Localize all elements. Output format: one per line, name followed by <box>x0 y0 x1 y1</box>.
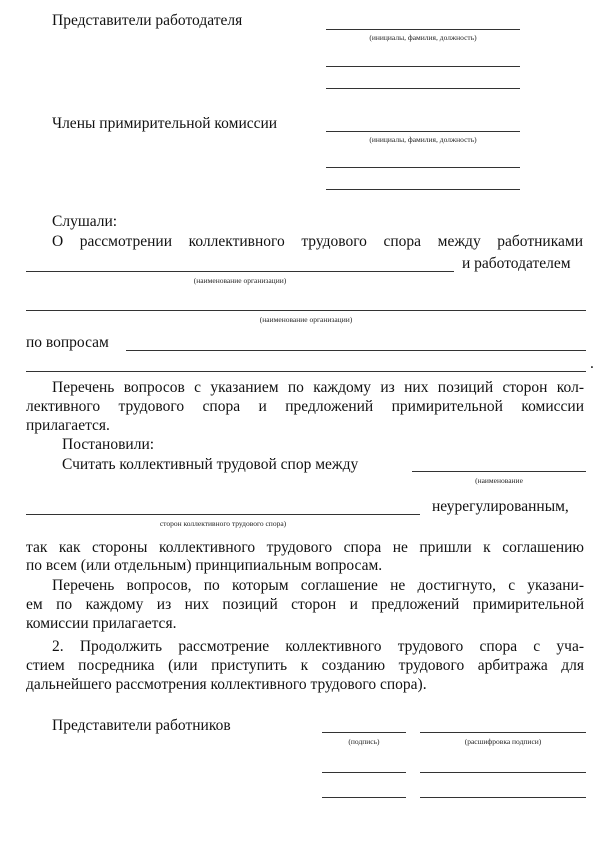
para-a-line-1: так как стороны коллективного трудового спора не пришли к соглашению <box>26 539 584 556</box>
resolved-label: Постановили: <box>62 436 155 453</box>
commission-caption: (инициалы, фамилия, должность) <box>369 135 477 144</box>
by-questions-label: по вопросам <box>26 334 109 351</box>
commission-line-1 <box>326 131 520 132</box>
employer-reps-line-2 <box>326 66 520 67</box>
org-caption-1: (наименование организации) <box>193 276 287 285</box>
decode-line-2 <box>420 772 586 773</box>
list-para-line-2: лективного трудового спора и предложений примирительной комиссии <box>26 398 584 415</box>
org-caption-2: (наименование организации) <box>259 315 353 324</box>
resolved-tail: неурегулированным, <box>432 498 569 515</box>
sign-line-2 <box>322 772 406 773</box>
sign-line-1 <box>322 732 406 733</box>
employer-reps-line-1 <box>326 29 520 30</box>
para-b-line-2: ем по каждому из них позиций сторон и предложений примирительной <box>26 596 584 613</box>
para-c-line-1: 2. Продолжить рассмотрение коллективного трудового спора с уча- <box>52 638 584 655</box>
resolved-caption-sides: сторон коллективного трудового спора) <box>159 519 287 528</box>
heard-line-2-tail: и работодателем <box>462 255 571 272</box>
resolved-sides-line <box>26 514 420 515</box>
decode-line-1 <box>420 732 586 733</box>
org-line-2 <box>26 310 586 311</box>
para-b-line-3: комиссии прилагается. <box>26 615 177 632</box>
resolved-caption-name: (наименование <box>475 476 523 485</box>
list-para-line-3: прилагается. <box>26 417 110 434</box>
commission-line-2 <box>326 167 520 168</box>
questions-line-2 <box>26 371 586 372</box>
list-para-line-1: Перечень вопросов с указанием по каждому из них позиций сторон кол- <box>52 379 584 396</box>
heard-line-1: О рассмотрении коллективного трудового спора между работниками <box>52 233 583 250</box>
sign-line-3 <box>322 797 406 798</box>
resolved-line-1: Считать коллективный трудовой спор между <box>62 456 359 473</box>
employer-reps-label: Представители работодателя <box>52 12 243 29</box>
questions-line-1 <box>126 350 586 351</box>
sign-caption: (подпись) <box>348 737 380 746</box>
para-c-line-2: стием посредника (или приступить к созданию трудового арбитража для <box>26 657 584 674</box>
employer-reps-line-3 <box>326 88 520 89</box>
decode-caption: (расшифровка подписи) <box>464 737 542 746</box>
org-line-1 <box>26 271 454 272</box>
para-b-line-1: Перечень вопросов, по которым соглашение не достигнуто, с указани- <box>52 577 584 594</box>
commission-line-3 <box>326 189 520 190</box>
decode-line-3 <box>420 797 586 798</box>
employer-reps-caption: (инициалы, фамилия, должность) <box>369 33 477 42</box>
para-a-line-2: по всем (или отдельным) принципиальным вопросам. <box>26 557 383 574</box>
questions-period: . <box>590 355 594 372</box>
heard-label: Слушали: <box>52 213 118 230</box>
worker-reps-label: Представители работников <box>52 717 231 734</box>
commission-label: Члены примирительной комиссии <box>52 115 278 132</box>
resolved-name-line <box>412 471 586 472</box>
para-c-line-3: дальнейшего рассмотрения коллективного трудового спора). <box>26 676 427 693</box>
